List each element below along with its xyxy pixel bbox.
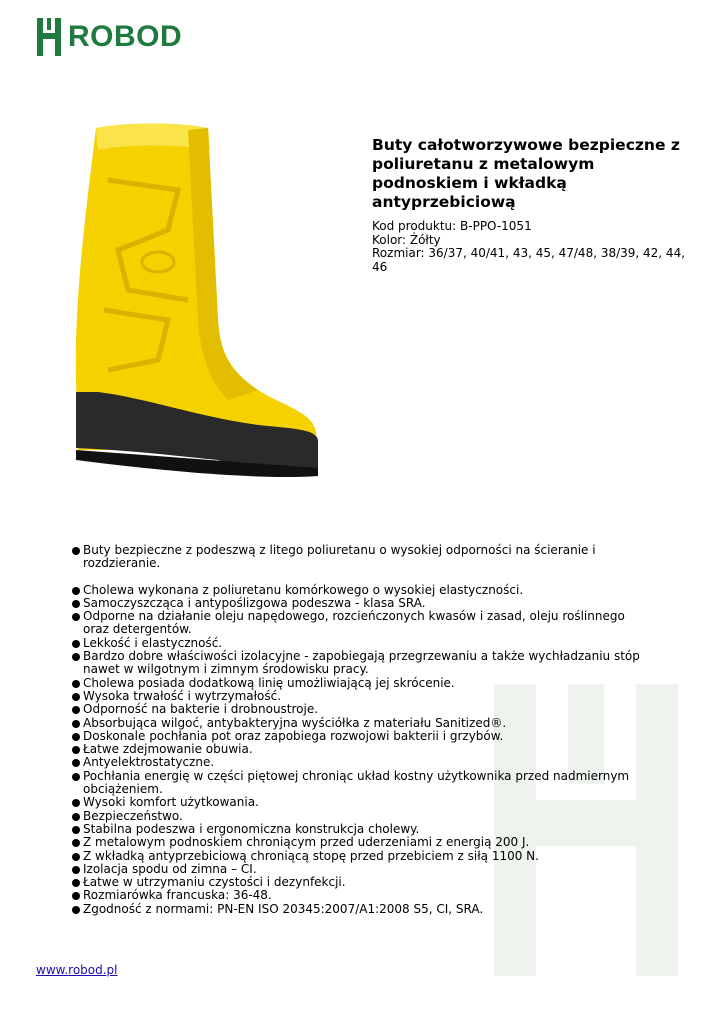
website-link[interactable]: www.robod.pl: [36, 963, 118, 977]
list-item: Zgodność z normami: PN-EN ISO 20345:2007/A1:2008 S5, CI, SRA.: [72, 903, 642, 916]
list-item: Z metalowym podnoskiem chroniącym przed uderzeniami z energią 200 J.: [72, 836, 642, 849]
product-sizes: Rozmiar: 36/37, 40/41, 43, 45, 47/48, 38/39, 42, 44, 46: [372, 246, 686, 274]
list-item: Absorbująca wilgoć, antybakteryjna wyściółka z materiału Sanitized®.: [72, 717, 642, 730]
list-item: Rozmiarówka francuska: 36-48.: [72, 889, 642, 902]
list-item: Łatwe w utrzymaniu czystości i dezynfekcji.: [72, 876, 642, 889]
logo-text: ROBOD: [68, 20, 183, 53]
list-item: Wysoki komfort użytkowania.: [72, 796, 642, 809]
list-item: Bezpieczeństwo.: [72, 810, 642, 823]
list-item: Doskonale pochłania pot oraz zapobiega rozwojowi bakterii i grzybów.: [72, 730, 642, 743]
list-item: Izolacja spodu od zimna – CI.: [72, 863, 642, 876]
list-item: Łatwe zdejmowanie obuwia.: [72, 743, 642, 756]
list-item: Bardzo dobre właściwości izolacyjne - zapobiegają przegrzewaniu a także wychładzaniu stóp nawet w wilgotnym i zimnym środowisku pracy.: [72, 650, 642, 677]
features-list: [72, 544, 642, 916]
product-title: Buty całotworzywowe bezpieczne z poliuretanu z metalowym podnoskiem i wkładką antyprzebiciową: [372, 136, 680, 211]
list-item: Lekkość i elastyczność.: [72, 637, 642, 650]
yellow-rubber-boot-icon: [68, 120, 324, 486]
product-color: Kolor: Żółty: [372, 232, 441, 247]
robod-logo-icon: [36, 17, 62, 57]
list-item: Odporność na bakterie i drobnoustroje.: [72, 703, 642, 716]
list-item: Wysoka trwałość i wytrzymałość.: [72, 690, 642, 703]
list-item: Z wkładką antyprzebiciową chroniącą stopę przed przebiciem z siłą 1100 N.: [72, 850, 642, 863]
product-meta: [372, 220, 702, 274]
list-item: Odporne na działanie oleju napędowego, rozcieńczonych kwasów i zasad, oleju roślinnego oraz detergentów.: [72, 610, 642, 637]
list-item: Samoczyszcząca i antypoślizgowa podeszwa - klasa SRA.: [72, 597, 642, 610]
list-item: Pochłania energię w części piętowej chroniąc układ kostny użytkownika przed nadmiernym obciążeniem.: [72, 770, 642, 797]
list-item: Cholewa posiada dodatkową linię umożliwiającą jej skrócenie.: [72, 677, 642, 690]
list-item: Antyelektrostatyczne.: [72, 756, 642, 769]
company-logo: [36, 16, 182, 58]
list-item: Buty bezpieczne z podeszwą z litego poliuretanu o wysokiej odporności na ścieranie i rozdzieranie.: [72, 544, 642, 571]
list-item: Cholewa wykonana z poliuretanu komórkowego o wysokiej elastyczności.: [72, 584, 642, 597]
product-code: Kod produktu: B-PPO-1051: [372, 219, 532, 233]
list-item: Stabilna podeszwa i ergonomiczna konstrukcja cholewy.: [72, 823, 642, 836]
